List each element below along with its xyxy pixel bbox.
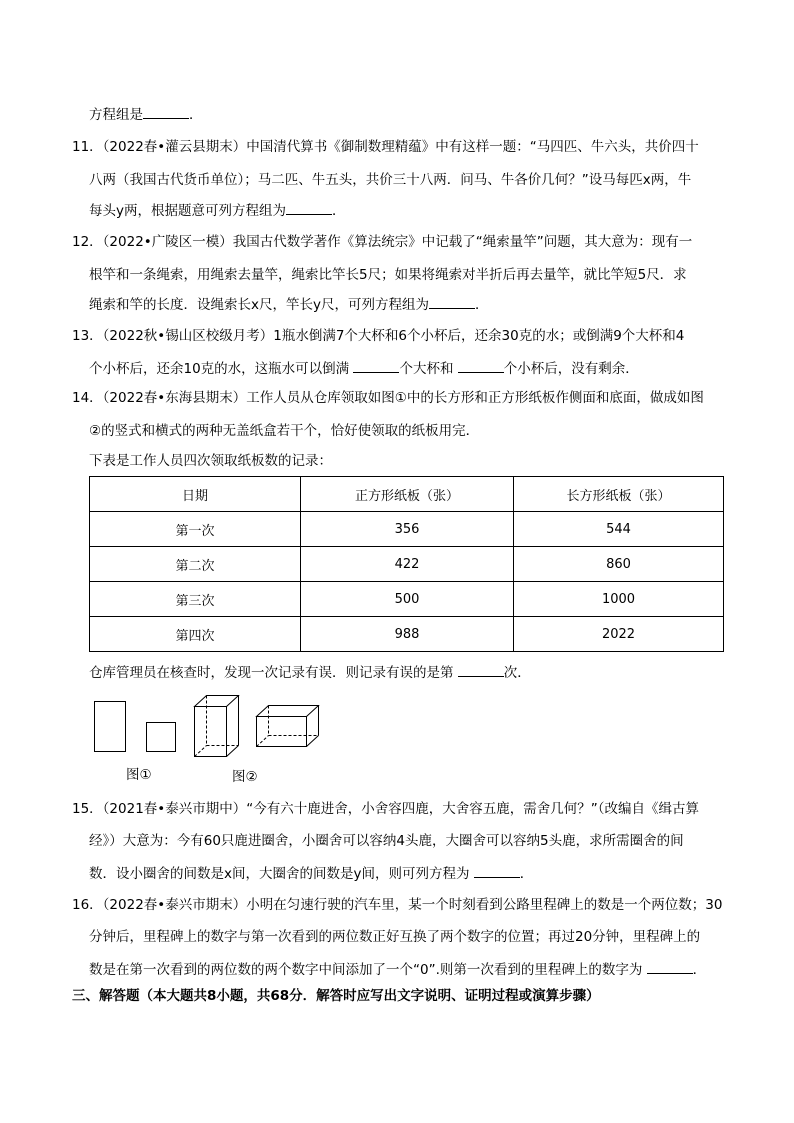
question-15-line-1: 15．（2021春•泰兴市期中）“今有六十鹿进舍，小舍容四鹿，大舍容五鹿，需舍几何？”（改编自《缉古算 bbox=[72, 801, 699, 817]
answer-blank[interactable] bbox=[647, 959, 693, 974]
table-cell: 544 bbox=[514, 512, 724, 547]
text-segment: 方程组是 bbox=[89, 107, 143, 123]
figure-2-label: 图② bbox=[232, 769, 258, 785]
table-cell: 第二次 bbox=[90, 547, 301, 582]
table-cell: 356 bbox=[301, 512, 514, 547]
question-12-line-1: 12．（2022•广陵区一模）我国古代数学著作《算法统宗》中记载了“绳索量竿”问题，其大意为：现有一 bbox=[72, 234, 693, 250]
question-14-line-1: 14．（2022春•东海县期末）工作人员从仓库领取如图①中的长方形和正方形纸板作侧面和底面，做成如图 bbox=[72, 390, 704, 406]
question-16-line-1: 16．（2022春•泰兴市期末）小明在匀速行驶的汽车里，某一个时刻看到公路里程碑上的数是一个两位数；30 bbox=[72, 897, 723, 913]
table-header-cell: 长方形纸板（张） bbox=[514, 477, 724, 512]
question-16-line-3 bbox=[89, 959, 706, 980]
table-cell: 第三次 bbox=[90, 582, 301, 617]
period: ． bbox=[332, 203, 346, 219]
figure-1-label: 图① bbox=[126, 767, 152, 783]
answer-blank[interactable] bbox=[458, 662, 504, 677]
question-11-line-1: 11．（2022春•灌云县期末）中国清代算书《御制数理精蕴》中有这样一题：“马四匹、牛六头，共价四十 bbox=[72, 139, 699, 155]
vertical-box-shape bbox=[195, 696, 239, 757]
figure-2-shapes bbox=[190, 692, 330, 760]
period: ． bbox=[474, 297, 489, 313]
table-row bbox=[90, 617, 724, 652]
answer-blank[interactable] bbox=[474, 863, 520, 878]
question-16-line-2: 分钟后，里程碑上的数字与第一次看到的两位数正好互换了两个数字的位置；再过20分钟，里程碑上的 bbox=[89, 929, 701, 945]
text-segment: 仓库管理员在核查时，发现一次记录有误．则记录有误的是第 bbox=[89, 665, 454, 681]
table-header-cell: 日期 bbox=[90, 477, 301, 512]
text-segment: 个小杯后，还余10克的水，这瓶水可以倒满 bbox=[89, 361, 350, 377]
question-14-line-4 bbox=[89, 662, 531, 683]
text-segment: 个小杯后，没有剩余． bbox=[503, 361, 639, 377]
question-12-line-3 bbox=[89, 294, 488, 315]
horizontal-box-shape bbox=[257, 706, 319, 747]
text-segment: 次． bbox=[503, 665, 531, 681]
question-12-line-2: 根竿和一条绳索，用绳索去量竿，绳索比竿长5尺；如果将绳索对半折后再去量竿，就比竿短5尺．求 bbox=[89, 267, 687, 283]
record-table bbox=[89, 476, 724, 652]
text-segment: 数．设小圈舍的间数是x间，大圈舍的间数是y间，则可列方程为 bbox=[89, 866, 470, 882]
table-cell: 988 bbox=[301, 617, 514, 652]
answer-blank[interactable] bbox=[143, 104, 189, 119]
question-11-line-3 bbox=[89, 200, 346, 221]
text-segment: 每头y两，根据题意可列方程组为 bbox=[89, 203, 286, 219]
table-header-cell: 正方形纸板（张） bbox=[301, 477, 514, 512]
text-line bbox=[89, 104, 203, 125]
answer-blank[interactable] bbox=[286, 200, 332, 215]
period: ． bbox=[519, 866, 534, 882]
question-13-line-1: 13．（2022秋•锡山区校级月考）1瓶水倒满7个大杯和6个小杯后，还余30克的水；或倒满9个大杯和4 bbox=[72, 328, 685, 344]
text-segment: 数是在第一次看到的两位数的两个数字中间添加了一个“0”.则第一次看到的里程碑上的数字为 bbox=[89, 962, 643, 978]
answer-blank[interactable] bbox=[429, 294, 475, 309]
square-board-shape bbox=[147, 723, 176, 752]
table-cell: 第一次 bbox=[90, 512, 301, 547]
figure-1-shapes bbox=[90, 698, 190, 758]
question-14-line-2: ②的竖式和横式的两种无盖纸盒若干个，恰好使领取的纸板用完． bbox=[89, 423, 480, 439]
table-cell: 2022 bbox=[514, 617, 724, 652]
table-header-row bbox=[90, 477, 724, 512]
section-3-heading: 三、解答题（本大题共8小题，共68分．解答时应写出文字说明、证明过程或演算步骤） bbox=[72, 988, 600, 1004]
question-11-line-2: 八两（我国古代货币单位）；马二匹、牛五头，共价三十八两．问马、牛各价几何？”设马每匹x两，牛 bbox=[89, 172, 692, 188]
text-segment: 绳索和竿的长度．设绳索长x尺，竿长y尺，可列方程组为 bbox=[89, 297, 429, 313]
table-row bbox=[90, 512, 724, 547]
question-15-line-2: 经》）大意为：今有60只鹿进圈舍，小圈舍可以容纳4头鹿，大圈舍可以容纳5头鹿，求所需圈舍的间 bbox=[89, 833, 684, 849]
question-13-line-2 bbox=[89, 358, 639, 379]
table-cell: 第四次 bbox=[90, 617, 301, 652]
period: ． bbox=[692, 962, 707, 978]
table-row bbox=[90, 547, 724, 582]
question-14-line-3: 下表是工作人员四次领取纸板数的记录： bbox=[89, 453, 332, 469]
answer-blank-small-cups[interactable] bbox=[458, 358, 504, 373]
table-cell: 500 bbox=[301, 582, 514, 617]
answer-blank-large-cups[interactable] bbox=[353, 358, 399, 373]
period: ． bbox=[189, 107, 203, 123]
text-segment: 个大杯和 bbox=[399, 361, 454, 377]
table-cell: 860 bbox=[514, 547, 724, 582]
table-row bbox=[90, 582, 724, 617]
table-cell: 1000 bbox=[514, 582, 724, 617]
table-cell: 422 bbox=[301, 547, 514, 582]
rectangle-board-shape bbox=[95, 702, 126, 752]
question-15-line-3 bbox=[89, 863, 533, 884]
